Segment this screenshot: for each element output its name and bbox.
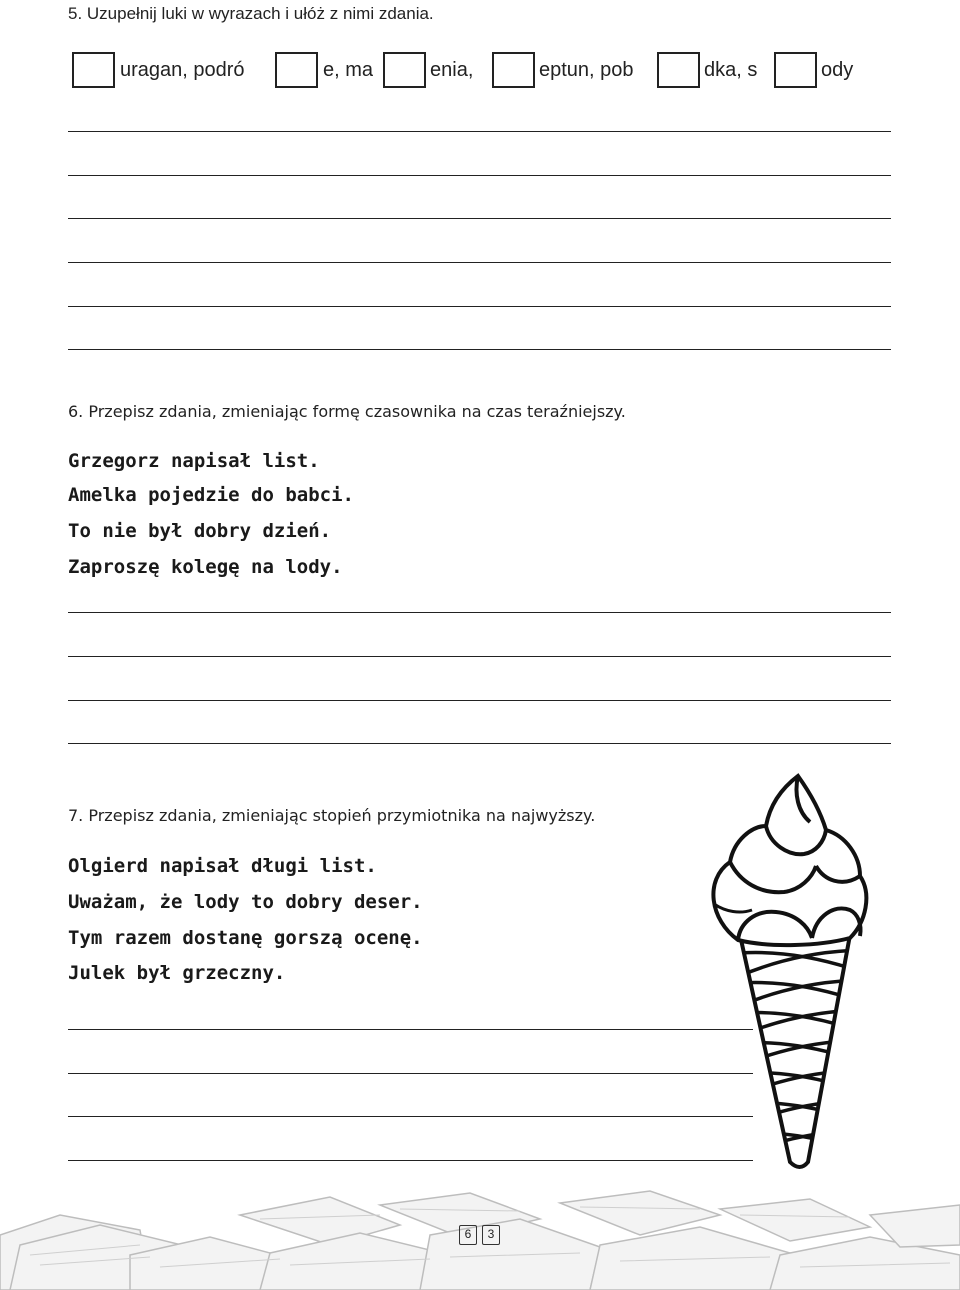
writing-line[interactable]	[68, 656, 891, 657]
word-fragment: dka, s	[704, 59, 758, 81]
blank-box-6[interactable]	[774, 52, 817, 88]
writing-line[interactable]	[68, 175, 891, 176]
task-5-title: 5. Uzupełnij luki w wyrazach i ułóż z nimi zdania.	[68, 4, 434, 23]
sentence-2: Amelka pojedzie do babci.	[68, 484, 354, 506]
page-number-right: 3	[482, 1225, 500, 1245]
word-fragment: eptun, pob	[539, 59, 634, 81]
sentence-4: Zaproszę kolegę na lody.	[68, 556, 343, 578]
writing-line[interactable]	[68, 1029, 753, 1030]
sentence-1: Grzegorz napisał list.	[68, 450, 320, 472]
books-decoration	[0, 1175, 960, 1290]
writing-line[interactable]	[68, 743, 891, 744]
blank-box-5[interactable]	[657, 52, 700, 88]
writing-line[interactable]	[68, 1073, 753, 1074]
sentence-1: Olgierd napisał długi list.	[68, 855, 377, 877]
blank-box-3[interactable]	[383, 52, 426, 88]
sentence-3: To nie był dobry dzień.	[68, 520, 332, 542]
writing-line[interactable]	[68, 262, 891, 263]
word-fragment: ody	[821, 59, 854, 81]
writing-line[interactable]	[68, 1116, 753, 1117]
blank-box-4[interactable]	[492, 52, 535, 88]
writing-line[interactable]	[68, 612, 891, 613]
word-fragment: e, ma	[323, 59, 374, 81]
word-fragment: enia,	[430, 59, 474, 81]
word-fragment: uragan, podró	[120, 59, 245, 81]
blank-box-1[interactable]	[72, 52, 115, 88]
sentence-4: Julek był grzeczny.	[68, 962, 286, 984]
page-number-left: 6	[459, 1225, 477, 1245]
writing-line[interactable]	[68, 700, 891, 701]
writing-line[interactable]	[68, 349, 891, 350]
sentence-3: Tym razem dostanę gorszą ocenę.	[68, 927, 423, 949]
writing-line[interactable]	[68, 218, 891, 219]
task-6-title: 6. Przepisz zdania, zmieniając formę czasownika na czas teraźniejszy.	[68, 402, 626, 421]
writing-line[interactable]	[68, 306, 891, 307]
sentence-2: Uważam, że lody to dobry deser.	[68, 891, 423, 913]
blank-box-2[interactable]	[275, 52, 318, 88]
writing-line[interactable]	[68, 1160, 753, 1161]
writing-line[interactable]	[68, 131, 891, 132]
task-7-title: 7. Przepisz zdania, zmieniając stopień przymiotnika na najwyższy.	[68, 806, 596, 825]
ice-cream-cone-icon	[700, 770, 880, 1180]
